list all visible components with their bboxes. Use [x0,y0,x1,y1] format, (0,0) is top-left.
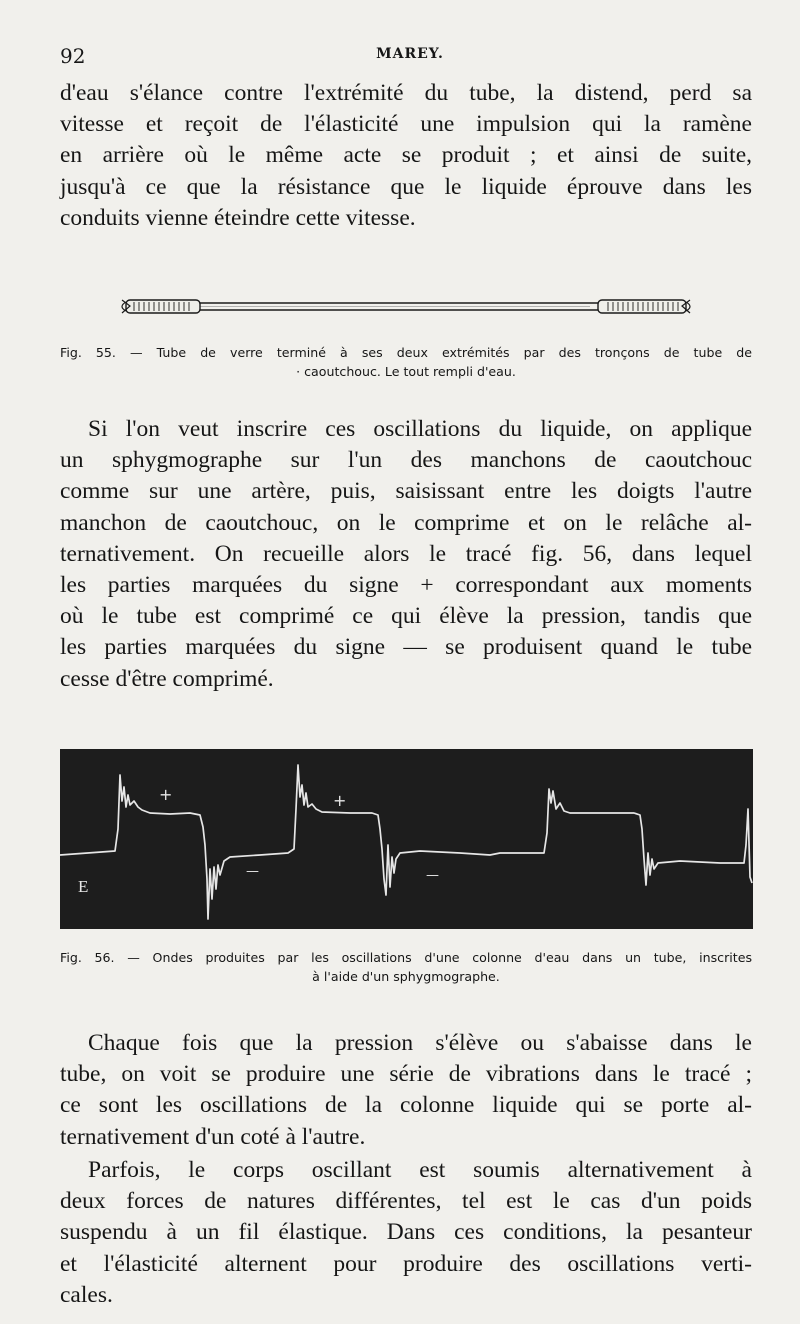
text-line: où le tube est comprimé ce qui élève la pression, tandis que [60,603,752,630]
text-line: jusqu'à ce que la résistance que le liquide éprouve dans les [60,173,752,200]
running-title: MAREY. [376,46,444,62]
figure-55-tube-illustration [110,294,700,320]
text-line: les parties marquées du signe — se produisent quand le tube [60,634,752,661]
text-line: les parties marquées du signe + correspondant aux moments [60,572,752,599]
trace-label-e: E [78,877,89,896]
text-line: d'eau s'élance contre l'extrémité du tube, la distend, perd sa [60,80,752,106]
text-line: vitesse et reçoit de l'élasticité une impulsion qui la ramène [60,111,752,138]
plus-sign-label: + [333,791,347,810]
page-header [60,44,760,66]
figure-55-caption [60,343,752,381]
caption-line: Fig. 55. — Tube de verre terminé à ses deux extrémités par des tronçons de tube de [60,345,752,360]
text-line: en arrière où le même acte se produit ; et ainsi de suite, [60,142,752,169]
text-line: un sphygmographe sur l'un des manchons de caoutchouc [60,447,752,474]
paragraph-1 [60,78,752,234]
text-line: conduits vienne éteindre cette vitesse. [60,204,416,231]
text-line: manchon de caoutchouc, on le comprime et on le relâche al- [60,509,752,536]
text-line: ternativement d'un coté à l'autre. [60,1123,366,1150]
figure-56-trace-plate [60,749,753,929]
text-line: ternativement. On recueille alors le tracé fig. 56, dans lequel [60,540,752,567]
caption-line: Fig. 56. — Ondes produites par les oscillations d'une colonne d'eau dans un tube, inscrites [60,950,752,965]
text-line: comme sur une artère, puis, saisissant entre les doigts l'autre [60,478,752,505]
text-line: deux forces de natures différentes, tel est le cas d'un poids [60,1188,752,1215]
paragraph-2 [60,414,752,695]
trace-plate-background [60,749,753,929]
text-line: tube, on voit se produire une série de vibrations dans le tracé ; [60,1061,752,1088]
text-line: et l'élasticité alternent pour produire des oscillations verti- [60,1250,752,1277]
text-line: cales. [60,1281,113,1308]
text-line: Chaque fois que la pression s'élève ou s'abaisse dans le [88,1030,752,1056]
page-number: 92 [60,44,86,68]
text-line: ce sont les oscillations de la colonne liquide qui se porte al- [60,1092,752,1119]
text-line: suspendu à un fil élastique. Dans ces conditions, la pesanteur [60,1219,752,1246]
text-line: Si l'on veut inscrire ces oscillations du liquide, on applique [88,416,752,442]
caption-line: à l'aide d'un sphygmographe. [312,969,500,984]
text-line: cesse d'être comprimé. [60,665,274,692]
caption-line: · caoutchouc. Le tout rempli d'eau. [296,364,516,379]
minus-sign-label: — [426,868,439,883]
figure-56-caption [60,948,752,986]
paragraph-3 [60,1028,752,1153]
text-line: Parfois, le corps oscillant est soumis alternativement à [88,1157,752,1183]
minus-sign-label: — [246,864,259,879]
paragraph-4 [60,1155,752,1311]
plus-sign-label: + [159,785,173,804]
